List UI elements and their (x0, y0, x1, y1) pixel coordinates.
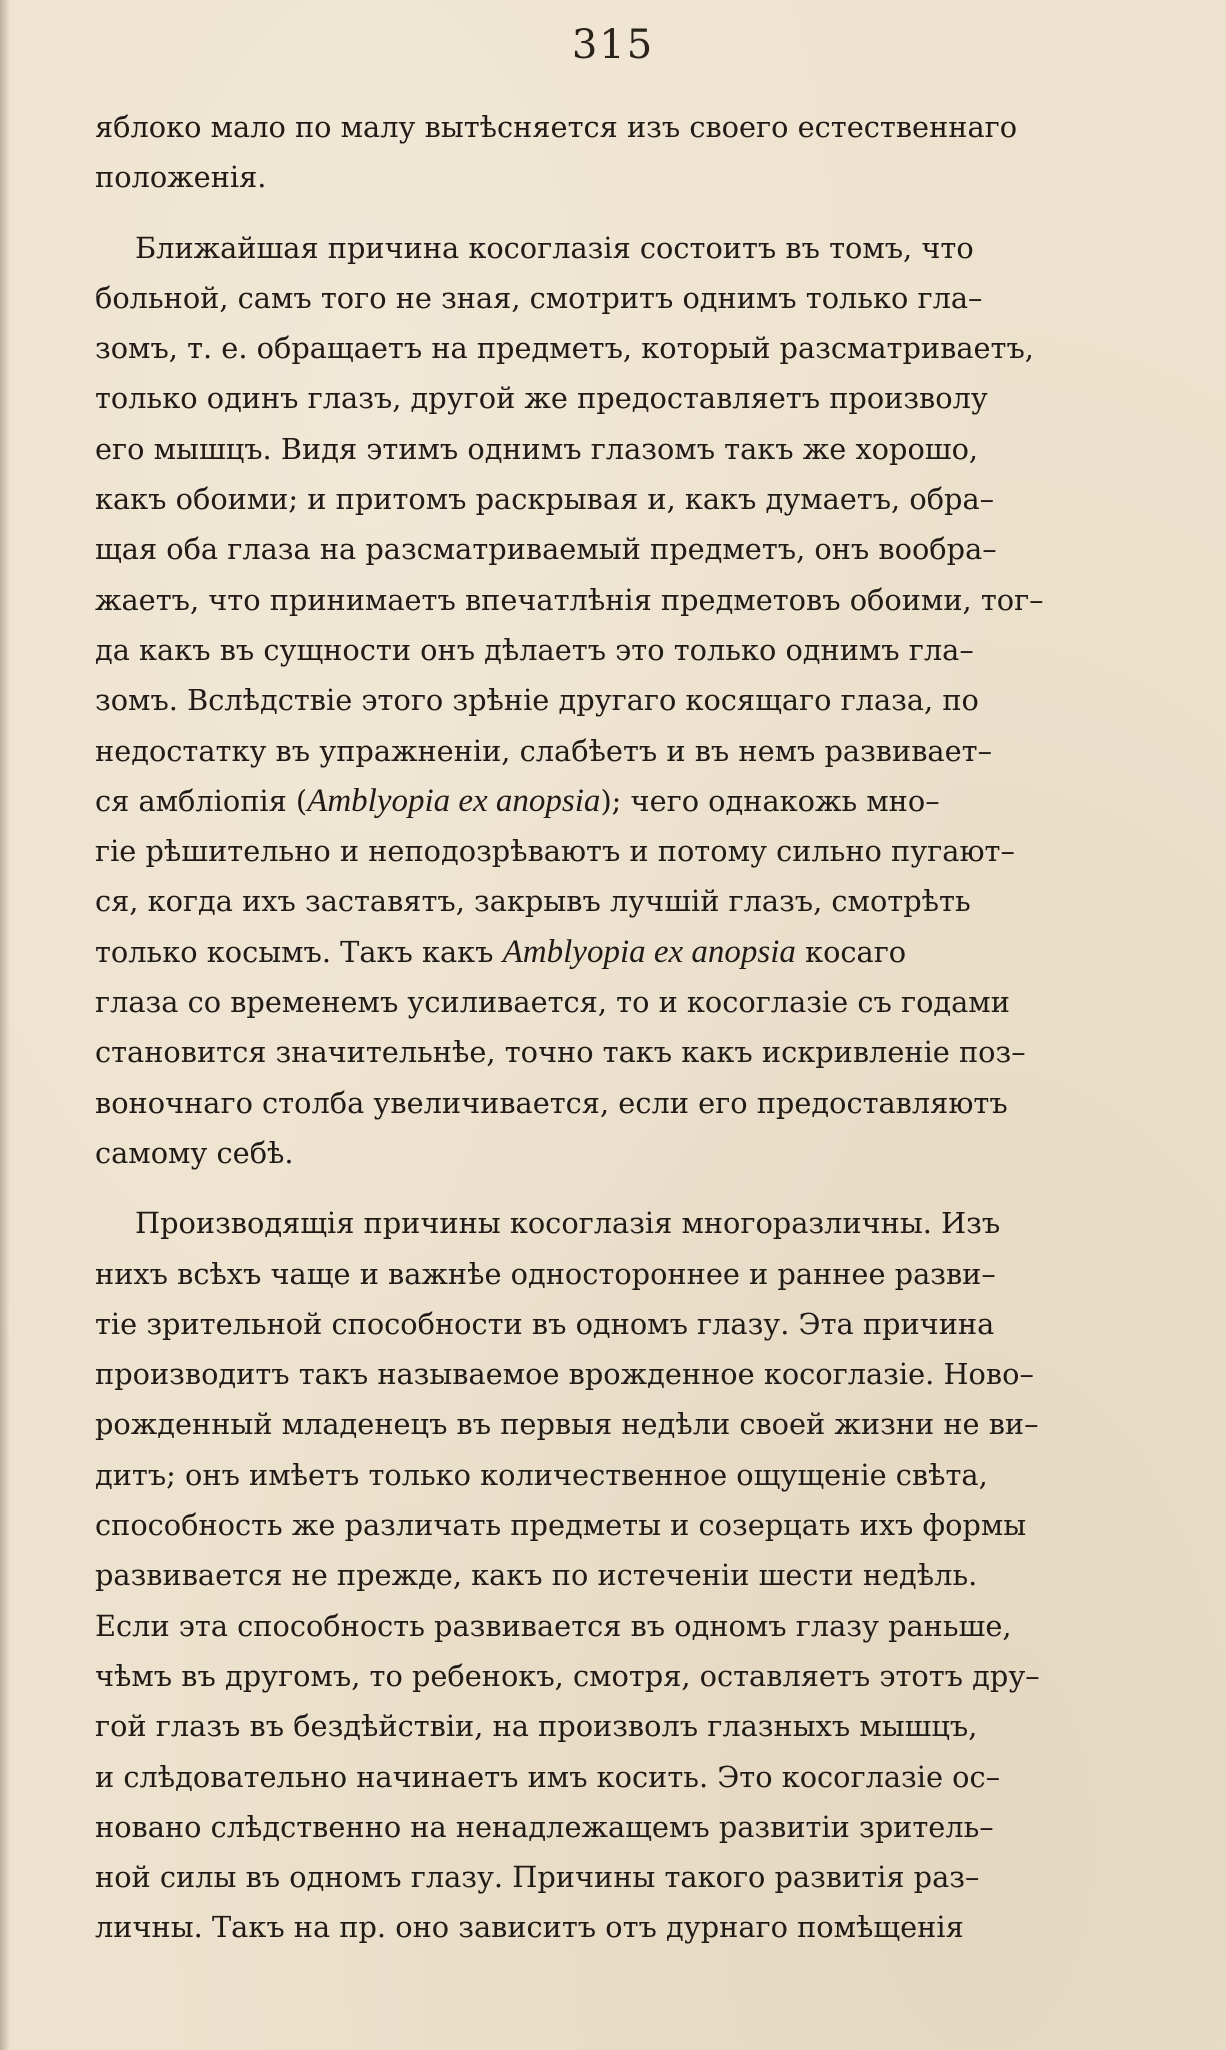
text-line (95, 726, 1225, 776)
paragraph (95, 223, 1225, 1179)
page-edge-shadow (0, 0, 10, 2050)
text-segment: новано слѣдственно на ненадлежащемъ развитіи зритель– (95, 1809, 994, 1844)
text-segment: становится значительнѣе, точно такъ какъ искривленіе поз– (95, 1035, 1026, 1070)
text-segment: личны. Такъ на пр. оно зависитъ отъ дурнаго помѣщенія (95, 1910, 964, 1945)
text-segment: гіе рѣшительно и неподозрѣваютъ и потому сильно пугают– (95, 834, 1015, 869)
text-segment: производитъ такъ называемое врожденное косоглазіе. Ново– (95, 1357, 1034, 1392)
text-segment: ся амбліопія ( (95, 783, 308, 818)
text-line (95, 1349, 1225, 1399)
text-segment: жаетъ, что принимаетъ впечатлѣнія предметовъ обоими, тог– (95, 582, 1044, 617)
text-line (95, 876, 1225, 926)
text-line (95, 1399, 1225, 1449)
text-line (95, 223, 1225, 273)
text-segment: щая оба глаза на разсматриваемый предметъ, онъ вообра– (95, 532, 997, 567)
body-text (95, 102, 1225, 1953)
text-line (95, 1500, 1225, 1550)
text-segment: ся, когда ихъ заставятъ, закрывъ лучшій глазъ, смотрѣть (95, 884, 971, 919)
paragraph (95, 102, 1225, 203)
latin-term: Amblyopia ex anopsia (307, 782, 601, 819)
text-line (95, 273, 1225, 323)
text-segment: только одинъ глазъ, другой же предоставляетъ произволу (95, 381, 988, 416)
text-segment: нихъ всѣхъ чаще и важнѣе одностороннее и раннее разви– (95, 1256, 996, 1291)
text-line (95, 373, 1225, 423)
text-segment: только косымъ. Такъ какъ (95, 934, 503, 969)
text-segment: рожденный младенецъ въ первыя недѣли своей жизни не ви– (95, 1407, 1039, 1442)
text-segment: чѣмъ въ другомъ, то ребенокъ, смотря, оставляетъ этотъ дру– (95, 1658, 1040, 1693)
text-segment: зомъ, т. е. обращаетъ на предметъ, который разсматриваетъ, (95, 331, 1034, 366)
text-line (95, 1128, 1225, 1178)
text-line (95, 1198, 1225, 1248)
text-segment: дитъ; онъ имѣетъ только количественное ощущеніе свѣта, (95, 1457, 988, 1492)
text-line (95, 927, 1225, 977)
text-line (95, 826, 1225, 876)
text-line (95, 474, 1225, 524)
text-segment: его мышцъ. Видя этимъ однимъ глазомъ такъ же хорошо, (95, 431, 979, 466)
text-segment: способность же различать предметы и созерцать ихъ формы (95, 1508, 1027, 1543)
text-line (95, 1601, 1225, 1651)
text-segment: и слѣдовательно начинаетъ имъ косить. Это косоглазіе ос– (95, 1759, 1001, 1794)
text-line (95, 102, 1225, 152)
text-segment: косаго (795, 934, 907, 969)
text-line (95, 1249, 1225, 1299)
text-line (95, 1902, 1225, 1952)
text-line (95, 625, 1225, 675)
text-line (95, 1078, 1225, 1128)
paragraph-gap (95, 203, 1225, 223)
text-segment: самому себѣ. (95, 1135, 294, 1170)
paragraph (95, 1198, 1225, 1952)
text-line (95, 1550, 1225, 1600)
text-segment: яблоко мало по малу вытѣсняется изъ своего естественнаго (95, 110, 1018, 144)
text-segment: тіе зрительной способности въ одномъ глазу. Эта причина (95, 1306, 995, 1341)
text-line (95, 1651, 1225, 1701)
text-line (95, 424, 1225, 474)
text-line (95, 323, 1225, 373)
text-line (95, 977, 1225, 1027)
text-line (95, 1852, 1225, 1902)
text-line (95, 575, 1225, 625)
text-segment: какъ обоими; и притомъ раскрывая и, какъ думаетъ, обра– (95, 482, 995, 517)
text-line (95, 524, 1225, 574)
text-line (95, 1701, 1225, 1751)
text-segment: положенія. (95, 160, 267, 195)
paragraph-gap (95, 1178, 1225, 1198)
text-line (95, 1450, 1225, 1500)
text-segment: воночнаго столба увеличивается, если его предоставляютъ (95, 1085, 1008, 1120)
text-segment: глаза со временемъ усиливается, то и косоглазіе съ годами (95, 985, 1010, 1020)
text-line (95, 152, 1225, 202)
page-number: 315 (571, 22, 655, 68)
text-segment: ной силы въ одномъ глазу. Причины такого развитія раз– (95, 1860, 980, 1895)
text-segment: развивается не прежде, какъ по истеченіи шести недѣль. (95, 1558, 978, 1593)
text-segment: Ближайшая причина косоглазія состоитъ въ томъ, что (135, 230, 974, 265)
latin-term: Amblyopia ex anopsia (502, 933, 796, 970)
text-segment: да какъ въ сущности онъ дѣлаетъ это только однимъ гла– (95, 632, 974, 667)
text-segment: зомъ. Вслѣдствіе этого зрѣніе другаго косящаго глаза, по (95, 683, 979, 718)
text-line (95, 1752, 1225, 1802)
text-segment: Если эта способность развивается въ одномъ глазу раньше, (95, 1608, 1012, 1643)
text-line (95, 1802, 1225, 1852)
text-segment: больной, самъ того не зная, смотритъ однимъ только гла– (95, 280, 983, 315)
text-line (95, 675, 1225, 725)
text-segment: гой глазъ въ бездѣйствіи, на произволъ глазныхъ мышцъ, (95, 1709, 978, 1744)
text-line (95, 776, 1225, 826)
text-segment: недостатку въ упражненіи, слабѣетъ и въ немъ развивает– (95, 733, 992, 768)
text-line (95, 1299, 1225, 1349)
text-line (95, 1027, 1225, 1077)
text-segment: Производящія причины косоглазія многоразличны. Изъ (135, 1206, 1001, 1241)
text-segment: ); чего однакожь мно– (600, 783, 940, 818)
